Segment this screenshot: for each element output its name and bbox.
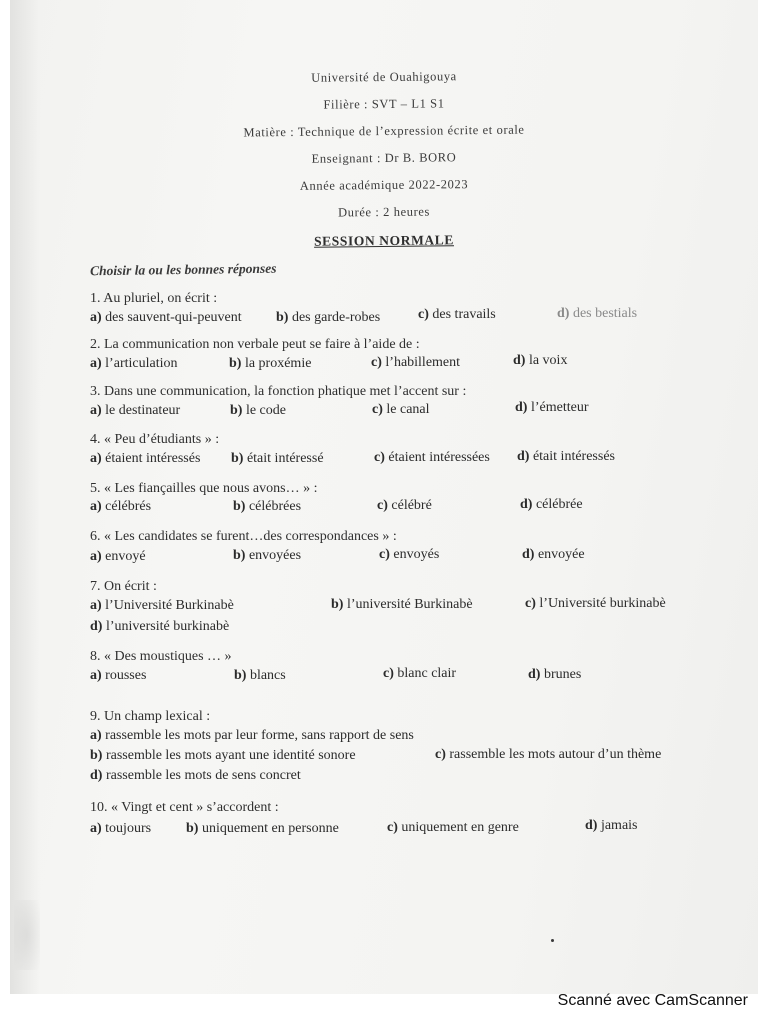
camscanner-watermark: Scanné avec CamScanner [557,992,748,1009]
q2-option-a: a) l’articulation [90,356,178,371]
q2-option-c: c) l’habillement [371,355,461,370]
question-3: 3. Dans une communication, la fonction phatique met l’accent sur : [90,384,467,399]
q9-option-c: c) rassemble les mots autour d’un thème [435,747,662,762]
question-9: 9. Un champ lexical : [90,709,211,724]
q2-option-d: d) la voix [513,353,568,368]
q7-option-d: d) l’université burkinabè [90,619,230,634]
question-6: 6. « Les candidates se furent…des correspondances » : [90,529,397,544]
q4-option-b: b) était intéressé [231,451,324,466]
q10-option-c: c) uniquement en genre [387,820,519,835]
q1-option-b: b) des garde-robes [276,310,381,325]
enseignant-line: Enseignant : Dr B. BORO [311,150,457,166]
q7-option-c: c) l’Université burkinabè [525,596,666,611]
duree-line: Durée : 2 heures [337,204,430,220]
question-8: 8. « Des moustiques … » [90,649,232,664]
q8-option-b: b) blancs [234,668,286,683]
q5-option-c: c) célébré [377,498,432,513]
q3-option-b: b) le code [230,403,286,418]
q9-option-a: a) rassemble les mots par leur forme, sans rapport de sens [90,728,414,743]
question-1: 1. Au pluriel, on écrit : [90,291,218,306]
q6-option-d: d) envoyée [522,547,585,562]
q1-option-d: d) des bestials [557,306,638,321]
q3-option-d: d) l’émetteur [515,400,589,415]
question-10: 10. « Vingt et cent » s’accordent : [90,800,279,815]
q5-option-d: d) célébrée [520,497,583,512]
q10-option-d: d) jamais [585,818,638,833]
instruction-text: Choisir la ou les bonnes réponses [89,260,277,279]
annee-line: Année académique 2022-2023 [299,177,469,193]
q8-option-c: c) blanc clair [383,666,457,681]
q4-option-c: c) étaient intéressées [374,450,490,465]
q2-option-b: b) la proxémie [229,356,312,371]
q10-option-b: b) uniquement en personne [186,821,339,836]
q5-option-a: a) célébrés [90,499,152,514]
filiere-line: Filière : SVT – L1 S1 [323,96,445,112]
q4-option-a: a) étaient intéressés [90,451,201,466]
q4-option-d: d) était intéressés [517,449,615,464]
matiere-line: Matière : Technique de l’expression écrite et orale [243,122,525,140]
q1-option-a: a) des sauvent-qui-peuvent [90,310,242,325]
q9-option-d: d) rassemble les mots de sens concret [90,768,301,783]
q8-option-d: d) brunes [528,667,582,682]
question-2: 2. La communication non verbale peut se faire à l’aide de : [90,337,420,352]
question-5: 5. « Les fiançailles que nous avons… » : [90,481,318,496]
session-title: SESSION NORMALE [313,232,455,249]
q5-option-b: b) célébrées [233,499,302,514]
q8-option-a: a) rousses [90,668,147,683]
q3-option-a: a) le destinateur [90,403,181,418]
question-4: 4. « Peu d’étudiants » : [90,432,220,447]
q6-option-a: a) envoyé [90,549,146,564]
q3-option-c: c) le canal [372,402,430,417]
university-name: Université de Ouahigouya [311,69,457,85]
q7-option-b: b) l’université Burkinabè [331,597,473,612]
ink-speck [551,939,554,942]
q1-option-c: c) des travails [418,307,496,322]
scan-smudge [14,900,40,970]
q7-option-a: a) l’Université Burkinabè [90,598,234,613]
q6-option-c: c) envoyés [379,547,440,562]
q10-option-a: a) toujours [90,821,152,836]
question-7: 7. On écrit : [90,579,157,594]
q6-option-b: b) envoyées [233,548,302,563]
q9-option-b: b) rassemble les mots ayant une identité sonore [90,748,356,763]
page-edge-shadow [10,0,40,994]
